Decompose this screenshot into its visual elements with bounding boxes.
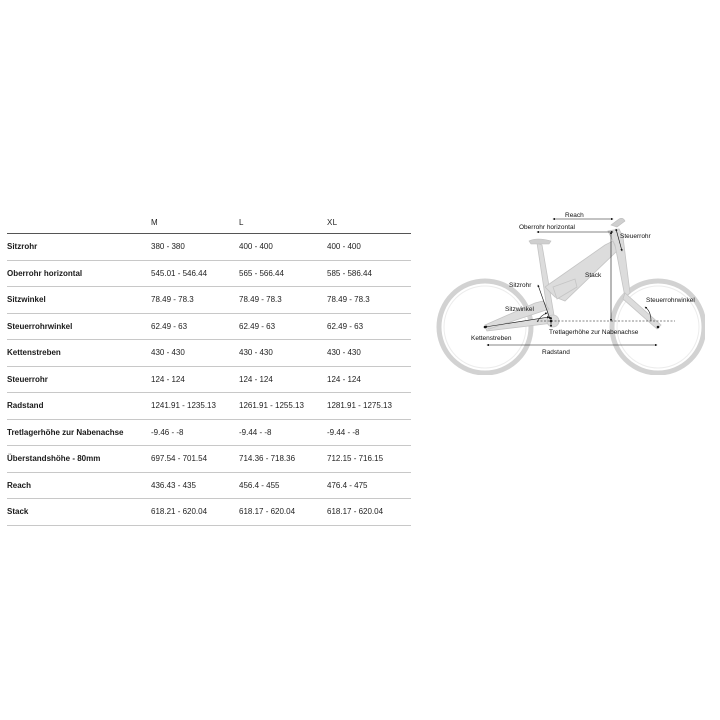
cell-m: 697.54 - 701.54 <box>151 446 239 473</box>
label-oberrohr: Oberrohr horizontal <box>519 224 575 231</box>
label-sitzwinkel: Sitzwinkel <box>505 306 534 313</box>
saddle <box>529 239 551 244</box>
table-row <box>7 446 411 473</box>
label-sitzrohr: Sitzrohr <box>509 282 532 289</box>
label-steuerrohr: Steuerrohr <box>620 233 651 240</box>
cell-m: 1241.91 - 1235.13 <box>151 393 239 420</box>
header-size-xl: XL <box>327 211 411 234</box>
cell-l: 400 - 400 <box>239 234 327 261</box>
label-radstand: Radstand <box>542 349 570 356</box>
row-label: Sitzrohr <box>7 234 151 261</box>
cell-l: 78.49 - 78.3 <box>239 287 327 314</box>
label-stack: Stack <box>585 272 602 279</box>
cell-l: 714.36 - 718.36 <box>239 446 327 473</box>
label-kettenstreben: Kettenstreben <box>471 335 512 342</box>
cell-m: -9.46 - -8 <box>151 419 239 446</box>
cell-l: -9.44 - -8 <box>239 419 327 446</box>
cell-xl: 618.17 - 620.04 <box>327 499 411 526</box>
label-tretlager: Tretlagerhöhe zur Nabenachse <box>549 329 639 336</box>
cell-m: 545.01 - 546.44 <box>151 260 239 287</box>
cell-m: 618.21 - 620.04 <box>151 499 239 526</box>
table-row <box>7 366 411 393</box>
cell-l: 1261.91 - 1255.13 <box>239 393 327 420</box>
cell-l: 565 - 566.44 <box>239 260 327 287</box>
cell-xl: 78.49 - 78.3 <box>327 287 411 314</box>
handlebar <box>611 218 625 227</box>
cell-m: 430 - 430 <box>151 340 239 367</box>
table-header-row <box>7 211 411 234</box>
cell-xl: 62.49 - 63 <box>327 313 411 340</box>
table-row <box>7 234 411 261</box>
cell-m: 124 - 124 <box>151 366 239 393</box>
cell-l: 124 - 124 <box>239 366 327 393</box>
row-label: Oberrohr horizontal <box>7 260 151 287</box>
row-label: Kettenstreben <box>7 340 151 367</box>
label-steuerrohrwinkel: Steuerrohrwinkel <box>646 297 695 304</box>
bike-geometry-diagram <box>425 205 705 375</box>
cell-xl: 400 - 400 <box>327 234 411 261</box>
cell-xl: 712.15 - 716.15 <box>327 446 411 473</box>
cell-xl: 124 - 124 <box>327 366 411 393</box>
table-row <box>7 260 411 287</box>
cell-xl: 585 - 586.44 <box>327 260 411 287</box>
cell-m: 380 - 380 <box>151 234 239 261</box>
header-empty <box>7 211 151 234</box>
table-row <box>7 419 411 446</box>
row-label: Tretlagerhöhe zur Nabenachse <box>7 419 151 446</box>
cell-xl: 430 - 430 <box>327 340 411 367</box>
bike-frame <box>485 229 661 331</box>
row-label: Steuerrohrwinkel <box>7 313 151 340</box>
row-label: Radstand <box>7 393 151 420</box>
geometry-table <box>7 211 411 526</box>
cell-l: 618.17 - 620.04 <box>239 499 327 526</box>
cell-l: 62.49 - 63 <box>239 313 327 340</box>
row-label: Überstandshöhe - 80mm <box>7 446 151 473</box>
table-row <box>7 313 411 340</box>
table-row <box>7 499 411 526</box>
table-row <box>7 472 411 499</box>
row-label: Reach <box>7 472 151 499</box>
cell-m: 62.49 - 63 <box>151 313 239 340</box>
row-label: Sitzwinkel <box>7 287 151 314</box>
cell-xl: -9.44 - -8 <box>327 419 411 446</box>
table-row <box>7 393 411 420</box>
label-reach: Reach <box>565 212 584 219</box>
cell-m: 78.49 - 78.3 <box>151 287 239 314</box>
cell-xl: 476.4 - 475 <box>327 472 411 499</box>
cell-m: 436.43 - 435 <box>151 472 239 499</box>
header-size-l: L <box>239 211 327 234</box>
table-row <box>7 287 411 314</box>
cell-l: 456.4 - 455 <box>239 472 327 499</box>
row-label: Steuerrohr <box>7 366 151 393</box>
table-row <box>7 340 411 367</box>
cell-l: 430 - 430 <box>239 340 327 367</box>
cell-xl: 1281.91 - 1275.13 <box>327 393 411 420</box>
row-label: Stack <box>7 499 151 526</box>
header-size-m: M <box>151 211 239 234</box>
